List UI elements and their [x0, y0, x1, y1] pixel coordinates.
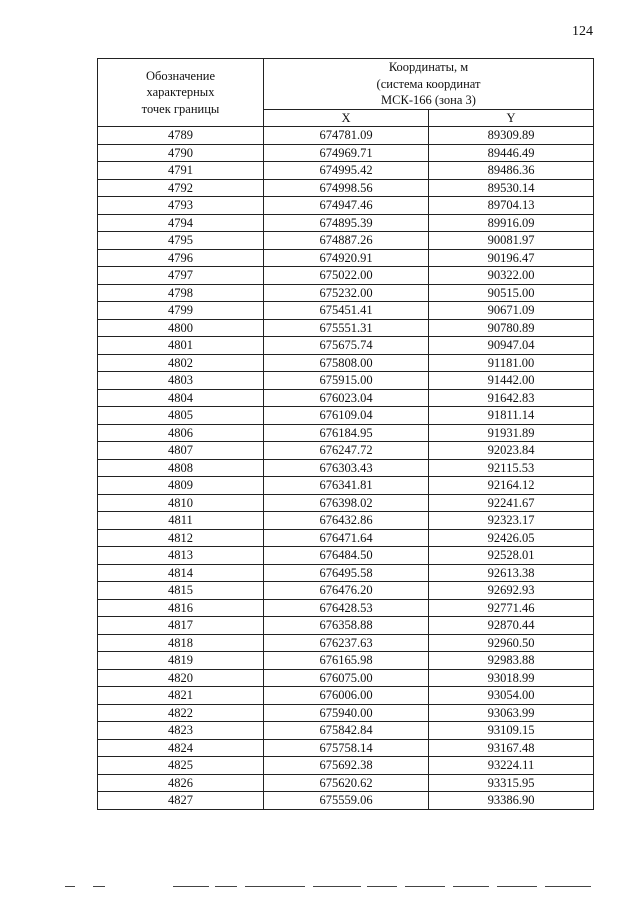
table-row: [98, 424, 594, 442]
y-coordinate-cell: 89446.49: [429, 144, 594, 162]
y-coordinate-cell: 89486.36: [429, 162, 594, 180]
y-coordinate-cell: 92692.93: [429, 582, 594, 600]
table-row: [98, 512, 594, 530]
point-id-cell: 4804: [98, 389, 264, 407]
x-coordinate-cell: 676006.00: [264, 687, 429, 705]
y-coordinate-cell: 91931.89: [429, 424, 594, 442]
coordinates-table: [97, 58, 594, 810]
x-coordinate-cell: 676247.72: [264, 442, 429, 460]
y-coordinate-cell: 92164.12: [429, 477, 594, 495]
point-id-cell: 4794: [98, 214, 264, 232]
table-row: [98, 127, 594, 145]
point-designation-header: [98, 59, 264, 127]
y-coordinate-cell: 92983.88: [429, 652, 594, 670]
table-row: [98, 144, 594, 162]
table-row: [98, 529, 594, 547]
x-coordinate-cell: 676432.86: [264, 512, 429, 530]
point-id-cell: 4826: [98, 774, 264, 792]
x-coordinate-cell: 674969.71: [264, 144, 429, 162]
table-row: [98, 162, 594, 180]
x-coordinate-cell: 674947.46: [264, 197, 429, 215]
table-row: [98, 407, 594, 425]
y-coordinate-cell: 92613.38: [429, 564, 594, 582]
y-coordinate-cell: 90322.00: [429, 267, 594, 285]
point-id-cell: 4798: [98, 284, 264, 302]
y-coordinate-cell: 92771.46: [429, 599, 594, 617]
table-row: [98, 617, 594, 635]
table-row: [98, 267, 594, 285]
y-coordinate-cell: 93167.48: [429, 739, 594, 757]
y-coordinate-cell: 91642.83: [429, 389, 594, 407]
point-id-cell: 4795: [98, 232, 264, 250]
x-column-header: X: [264, 109, 429, 127]
x-coordinate-cell: 674995.42: [264, 162, 429, 180]
table-row: [98, 669, 594, 687]
y-coordinate-cell: 90081.97: [429, 232, 594, 250]
point-id-cell: 4790: [98, 144, 264, 162]
x-coordinate-cell: 676341.81: [264, 477, 429, 495]
y-column-header: Y: [429, 109, 594, 127]
table-row: [98, 774, 594, 792]
y-coordinate-cell: 92960.50: [429, 634, 594, 652]
x-coordinate-cell: 676075.00: [264, 669, 429, 687]
coordinates-header: [264, 59, 594, 110]
y-coordinate-cell: 92323.17: [429, 512, 594, 530]
x-coordinate-cell: 676237.63: [264, 634, 429, 652]
table-row: [98, 652, 594, 670]
y-coordinate-cell: 93054.00: [429, 687, 594, 705]
table-row: [98, 722, 594, 740]
table-row: [98, 582, 594, 600]
table-row: [98, 249, 594, 267]
point-header-line-1: Обозначение: [145, 68, 216, 83]
table-row: [98, 232, 594, 250]
x-coordinate-cell: 674895.39: [264, 214, 429, 232]
x-coordinate-cell: 675022.00: [264, 267, 429, 285]
x-coordinate-cell: 675551.31: [264, 319, 429, 337]
x-coordinate-cell: 675620.62: [264, 774, 429, 792]
point-id-cell: 4825: [98, 757, 264, 775]
x-coordinate-cell: 676398.02: [264, 494, 429, 512]
y-coordinate-cell: 90196.47: [429, 249, 594, 267]
point-id-cell: 4789: [98, 127, 264, 145]
y-coordinate-cell: 92426.05: [429, 529, 594, 547]
x-coordinate-cell: 676358.88: [264, 617, 429, 635]
table-row: [98, 739, 594, 757]
point-id-cell: 4818: [98, 634, 264, 652]
table-row: [98, 354, 594, 372]
point-header-line-2: характерных: [146, 85, 215, 100]
coords-header-line-2: (система координат: [376, 76, 481, 91]
y-coordinate-cell: 89916.09: [429, 214, 594, 232]
y-coordinate-cell: 93063.99: [429, 704, 594, 722]
x-coordinate-cell: 675675.74: [264, 337, 429, 355]
y-coordinate-cell: 92870.44: [429, 617, 594, 635]
x-coordinate-cell: 674998.56: [264, 179, 429, 197]
x-coordinate-cell: 676471.64: [264, 529, 429, 547]
table-row: [98, 214, 594, 232]
table-row: [98, 599, 594, 617]
point-id-cell: 4803: [98, 372, 264, 390]
y-coordinate-cell: 89309.89: [429, 127, 594, 145]
point-id-cell: 4811: [98, 512, 264, 530]
table-row: [98, 179, 594, 197]
y-coordinate-cell: 89704.13: [429, 197, 594, 215]
point-header-line-3: точек границы: [141, 101, 220, 116]
x-coordinate-cell: 675808.00: [264, 354, 429, 372]
point-id-cell: 4793: [98, 197, 264, 215]
table-row: [98, 494, 594, 512]
page-number: 124: [572, 24, 593, 39]
y-coordinate-cell: 92115.53: [429, 459, 594, 477]
table-row: [98, 792, 594, 810]
point-id-cell: 4809: [98, 477, 264, 495]
y-coordinate-cell: 92528.01: [429, 547, 594, 565]
y-coordinate-cell: 89530.14: [429, 179, 594, 197]
y-coordinate-cell: 90947.04: [429, 337, 594, 355]
scan-artifact-marks: [55, 880, 615, 890]
x-coordinate-cell: 675232.00: [264, 284, 429, 302]
point-id-cell: 4810: [98, 494, 264, 512]
y-coordinate-cell: 90780.89: [429, 319, 594, 337]
x-coordinate-cell: 676495.58: [264, 564, 429, 582]
x-coordinate-cell: 675559.06: [264, 792, 429, 810]
y-coordinate-cell: 92023.84: [429, 442, 594, 460]
point-id-cell: 4824: [98, 739, 264, 757]
point-id-cell: 4814: [98, 564, 264, 582]
point-id-cell: 4791: [98, 162, 264, 180]
table-row: [98, 337, 594, 355]
point-id-cell: 4812: [98, 529, 264, 547]
table-row: [98, 687, 594, 705]
point-id-cell: 4822: [98, 704, 264, 722]
x-coordinate-cell: 674781.09: [264, 127, 429, 145]
x-coordinate-cell: 676109.04: [264, 407, 429, 425]
table-row: [98, 372, 594, 390]
y-coordinate-cell: 92241.67: [429, 494, 594, 512]
point-id-cell: 4802: [98, 354, 264, 372]
point-id-cell: 4821: [98, 687, 264, 705]
table-row: [98, 459, 594, 477]
x-coordinate-cell: 676023.04: [264, 389, 429, 407]
table-row: [98, 564, 594, 582]
x-coordinate-cell: 674887.26: [264, 232, 429, 250]
point-id-cell: 4806: [98, 424, 264, 442]
point-id-cell: 4800: [98, 319, 264, 337]
table-row: [98, 634, 594, 652]
y-coordinate-cell: 93018.99: [429, 669, 594, 687]
x-coordinate-cell: 675915.00: [264, 372, 429, 390]
x-coordinate-cell: 676184.95: [264, 424, 429, 442]
point-id-cell: 4792: [98, 179, 264, 197]
x-coordinate-cell: 675758.14: [264, 739, 429, 757]
table-body: [98, 127, 594, 810]
point-id-cell: 4823: [98, 722, 264, 740]
table-row: [98, 547, 594, 565]
y-coordinate-cell: 90515.00: [429, 284, 594, 302]
coords-header-line-3: МСК-166 (зона 3): [381, 93, 476, 107]
y-coordinate-cell: 93315.95: [429, 774, 594, 792]
x-coordinate-cell: 676165.98: [264, 652, 429, 670]
x-coordinate-cell: 675940.00: [264, 704, 429, 722]
table-row: [98, 477, 594, 495]
point-id-cell: 4815: [98, 582, 264, 600]
point-id-cell: 4796: [98, 249, 264, 267]
x-coordinate-cell: 674920.91: [264, 249, 429, 267]
x-coordinate-cell: 675842.84: [264, 722, 429, 740]
table-row: [98, 442, 594, 460]
x-coordinate-cell: 675451.41: [264, 302, 429, 320]
x-coordinate-cell: 676484.50: [264, 547, 429, 565]
table-row: [98, 319, 594, 337]
table-row: [98, 389, 594, 407]
point-id-cell: 4807: [98, 442, 264, 460]
table-row: [98, 302, 594, 320]
x-coordinate-cell: 676428.53: [264, 599, 429, 617]
point-id-cell: 4820: [98, 669, 264, 687]
y-coordinate-cell: 91181.00: [429, 354, 594, 372]
x-coordinate-cell: 675692.38: [264, 757, 429, 775]
point-id-cell: 4819: [98, 652, 264, 670]
x-coordinate-cell: 676303.43: [264, 459, 429, 477]
x-coordinate-cell: 676476.20: [264, 582, 429, 600]
table-row: [98, 757, 594, 775]
table-row: [98, 197, 594, 215]
y-coordinate-cell: 93386.90: [429, 792, 594, 810]
y-coordinate-cell: 90671.09: [429, 302, 594, 320]
point-id-cell: 4805: [98, 407, 264, 425]
point-id-cell: 4827: [98, 792, 264, 810]
y-coordinate-cell: 93224.11: [429, 757, 594, 775]
y-coordinate-cell: 93109.15: [429, 722, 594, 740]
table-row: [98, 704, 594, 722]
point-id-cell: 4816: [98, 599, 264, 617]
point-id-cell: 4817: [98, 617, 264, 635]
coords-header-line-1: Координаты, м: [388, 60, 469, 74]
point-id-cell: 4801: [98, 337, 264, 355]
point-id-cell: 4799: [98, 302, 264, 320]
point-id-cell: 4797: [98, 267, 264, 285]
point-id-cell: 4813: [98, 547, 264, 565]
point-id-cell: 4808: [98, 459, 264, 477]
table-row: [98, 284, 594, 302]
y-coordinate-cell: 91811.14: [429, 407, 594, 425]
y-coordinate-cell: 91442.00: [429, 372, 594, 390]
